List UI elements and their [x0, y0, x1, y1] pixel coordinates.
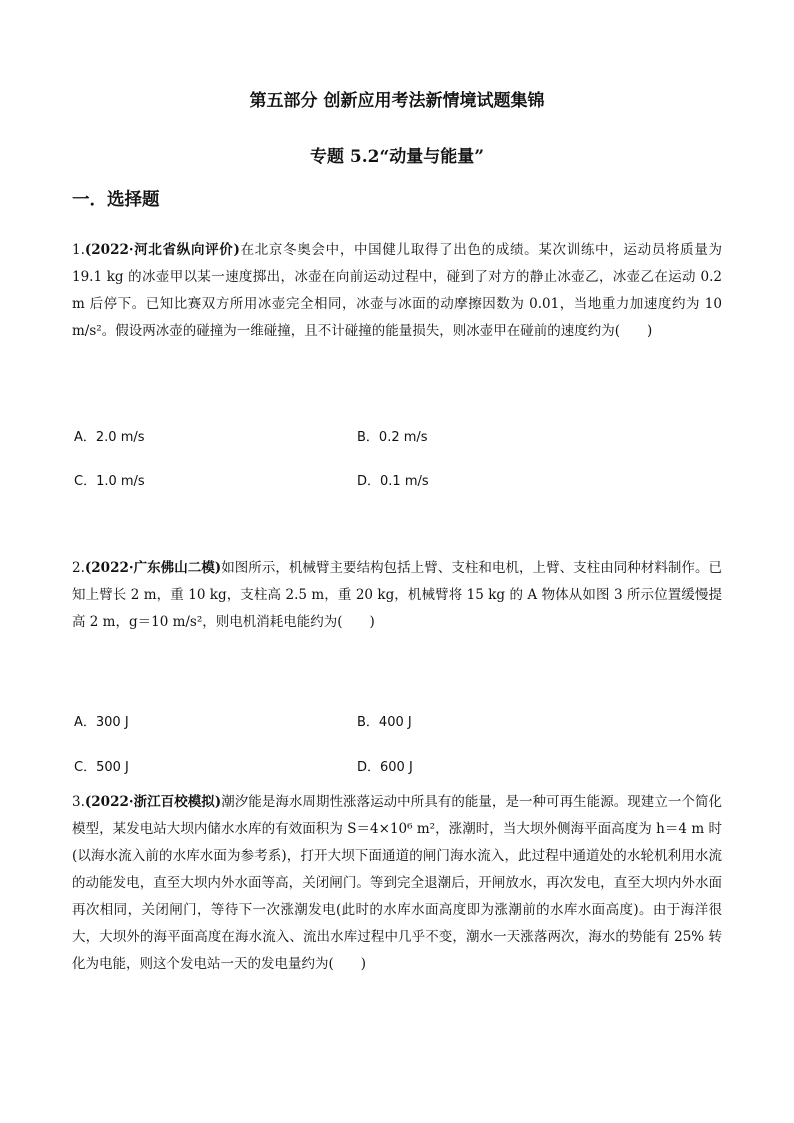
question-2-option-c: C．500 J: [74, 760, 129, 775]
question-1-option-a: A．2.0 m/s: [74, 430, 145, 445]
question-3-text: 潮汐能是海水周期性涨落运动中所具有的能量，是一种可再生能源。现建立一个简化模型，某发电站大坝内储水水库的有效面积为 S＝4×10⁶ m²，涨潮时，当大坝外侧海平面高度为 h＝4 m 时(以海水流入前的水库水面为参考系)，打开大坝下面通道的闸门海水流入，此过程中通道处的水轮机利用水流的动能发电，直至大坝内外水面等高，关闭闸门。等到完全退潮后，开闸放水，再次发电，直至大坝内外水面再次相同，关闭闸门，等待下一次涨潮发电(此时的水库水面高度即为涨潮前的水库水面高度)。由于海洋很大，大坝外的海平面高度在海水流入、流出水库过程中几乎不变，潮水一天涨落两次，海水的势能有 25% 转化为电能，则这个发电站一天的发电量约为( ): [72, 794, 722, 972]
question-2-text: 如图所示，机械臂主要结构包括上臂、支柱和电机，上臂、支柱由同种材料制作。已知上臂长 2 m，重 10 kg，支柱高 2.5 m，重 20 kg，机械臂将 15 kg 的 A 物体从如图 3 所示位置缓慢提高 2 m，g＝10 m/s²，则电机消耗电能约为( ): [72, 560, 722, 630]
question-2-option-d: D．600 J: [357, 760, 413, 775]
question-3: [72, 789, 722, 978]
question-1: [72, 237, 722, 345]
question-3-source: (2022·浙江百校模拟): [84, 794, 222, 810]
question-1-option-c: C．1.0 m/s: [74, 474, 145, 489]
part-title: 第五部分 创新应用考法新情境试题集锦: [249, 91, 545, 111]
question-3-number: 3.: [72, 794, 85, 810]
section-heading: 一．选择题: [72, 190, 160, 210]
question-2-option-b: B．400 J: [357, 715, 412, 730]
question-1-source: (2022·河北省纵向评价): [84, 242, 240, 258]
question-1-option-b: B．0.2 m/s: [357, 430, 428, 445]
question-1-text: 在北京冬奥会中，中国健儿取得了出色的成绩。某次训练中，运动员将质量为 19.1 kg 的冰壶甲以某一速度掷出，冰壶在向前运动过程中，碰到了对方的静止冰壶乙，冰壶乙在运动 0.2 m 后停下。已知比赛双方所用冰壶完全相同，冰壶与冰面的动摩擦因数为 0.01，当地重力加速度约为 10 m/s²。假设两冰壶的碰撞为一维碰撞，且不计碰撞的能量损失，则冰壶甲在碰前的速度约为( ): [72, 242, 722, 339]
question-2-option-a: A．300 J: [74, 715, 129, 730]
question-2: [72, 555, 722, 636]
question-2-number: 2.: [72, 560, 85, 576]
topic-title: 专题 5.2“动量与能量”: [309, 147, 485, 167]
question-1-number: 1.: [72, 242, 85, 258]
question-1-option-d: D．0.1 m/s: [357, 474, 429, 489]
question-2-source: (2022·广东佛山二模): [84, 560, 222, 576]
